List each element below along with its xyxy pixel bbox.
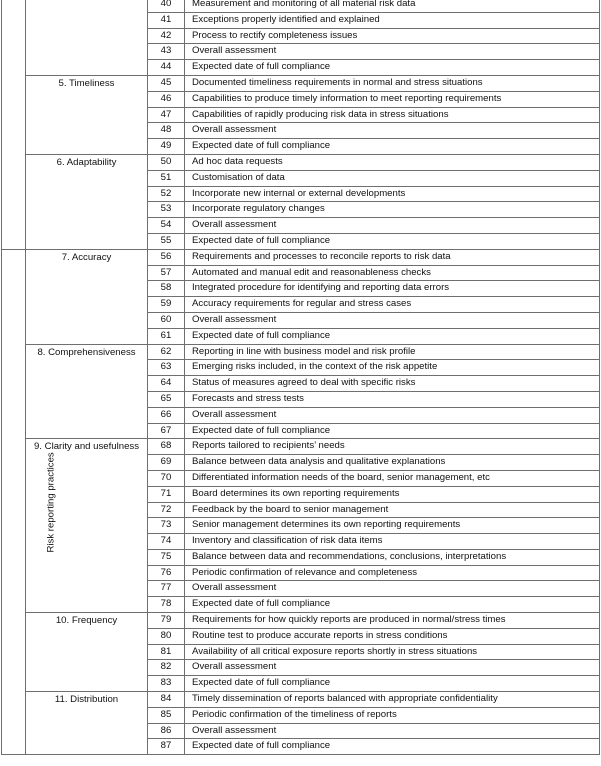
item-description: Documented timeliness requirements in normal and stress situations [185, 75, 600, 91]
item-number: 57 [148, 265, 185, 281]
item-description: Periodic confirmation of the timeliness of reports [185, 707, 600, 723]
item-description: Routine test to produce accurate reports in stress conditions [185, 628, 600, 644]
item-description: Overall assessment [185, 44, 600, 60]
item-description: Requirements and processes to reconcile reports to risk data [185, 249, 600, 265]
item-description: Availability of all critical exposure reports shortly in stress situations [185, 644, 600, 660]
item-description: Integrated procedure for identifying and reporting data errors [185, 281, 600, 297]
item-description: Forecasts and stress tests [185, 391, 600, 407]
item-description: Board determines its own reporting requirements [185, 486, 600, 502]
category-label: 11. Distribution [26, 692, 148, 755]
item-number: 41 [148, 12, 185, 28]
item-description: Inventory and classification of risk data items [185, 534, 600, 550]
item-number: 49 [148, 139, 185, 155]
item-description: Reports tailored to recipients’ needs [185, 439, 600, 455]
compliance-assessment-table [1, 0, 600, 755]
table-row [2, 344, 600, 360]
item-number: 85 [148, 707, 185, 723]
item-number: 51 [148, 170, 185, 186]
item-description: Process to rectify completeness issues [185, 28, 600, 44]
category-label: 8. Comprehensiveness [26, 344, 148, 439]
item-number: 45 [148, 75, 185, 91]
item-number: 46 [148, 91, 185, 107]
table-row [2, 75, 600, 91]
item-description: Measurement and monitoring of all material risk data [185, 0, 600, 12]
item-number: 60 [148, 312, 185, 328]
item-description: Capabilities of rapidly producing risk data in stress situations [185, 107, 600, 123]
item-number: 78 [148, 597, 185, 613]
table-body [2, 0, 600, 755]
item-number: 65 [148, 391, 185, 407]
item-description: Overall assessment [185, 407, 600, 423]
category-label: 5. Timeliness [26, 75, 148, 154]
item-description: Emerging risks included, in the context of the risk appetite [185, 360, 600, 376]
item-number: 62 [148, 344, 185, 360]
item-description: Expected date of full compliance [185, 233, 600, 249]
item-number: 43 [148, 44, 185, 60]
item-description: Incorporate regulatory changes [185, 202, 600, 218]
item-number: 74 [148, 534, 185, 550]
item-description: Balance between data analysis and qualitative explanations [185, 455, 600, 471]
item-number: 58 [148, 281, 185, 297]
category-label: 10. Frequency [26, 613, 148, 692]
item-number: 40 [148, 0, 185, 12]
item-number: 64 [148, 376, 185, 392]
item-number: 59 [148, 297, 185, 313]
item-number: 72 [148, 502, 185, 518]
item-description: Senior management determines its own reporting requirements [185, 518, 600, 534]
section-cell [2, 249, 57, 755]
item-number: 69 [148, 455, 185, 471]
item-number: 61 [148, 328, 185, 344]
item-number: 47 [148, 107, 185, 123]
item-number: 66 [148, 407, 185, 423]
category-label: 6. Adaptability [26, 154, 148, 249]
item-description: Automated and manual edit and reasonableness checks [185, 265, 600, 281]
item-description: Requirements for how quickly reports are produced in normal/stress times [185, 613, 600, 629]
item-description: Overall assessment [185, 723, 600, 739]
item-number: 83 [148, 676, 185, 692]
item-description: Exceptions properly identified and explained [185, 12, 600, 28]
item-description: Customisation of data [185, 170, 600, 186]
item-number: 50 [148, 154, 185, 170]
item-description: Expected date of full compliance [185, 739, 600, 755]
table-row [2, 613, 600, 629]
item-description: Overall assessment [185, 123, 600, 139]
item-description: Timely dissemination of reports balanced with appropriate confidentiality [185, 692, 600, 708]
item-number: 86 [148, 723, 185, 739]
item-description: Expected date of full compliance [185, 60, 600, 76]
item-number: 63 [148, 360, 185, 376]
item-description: Capabilities to produce timely information to meet reporting requirements [185, 91, 600, 107]
item-number: 77 [148, 581, 185, 597]
table-row [2, 0, 600, 12]
item-description: Overall assessment [185, 218, 600, 234]
item-number: 82 [148, 660, 185, 676]
item-number: 75 [148, 549, 185, 565]
item-description: Expected date of full compliance [185, 139, 600, 155]
category-label: 7. Accuracy [26, 249, 148, 344]
item-number: 76 [148, 565, 185, 581]
item-description: Balance between data and recommendations, conclusions, interpretations [185, 549, 600, 565]
item-number: 48 [148, 123, 185, 139]
item-number: 55 [148, 233, 185, 249]
item-number: 81 [148, 644, 185, 660]
item-description: Expected date of full compliance [185, 597, 600, 613]
section-label: Risk reporting practices [45, 451, 57, 553]
item-number: 79 [148, 613, 185, 629]
item-number: 68 [148, 439, 185, 455]
item-description: Periodic confirmation of relevance and completeness [185, 565, 600, 581]
item-description: Overall assessment [185, 660, 600, 676]
section-cell [2, 0, 26, 249]
table-row [2, 249, 600, 265]
item-description: Accuracy requirements for regular and stress cases [185, 297, 600, 313]
item-number: 56 [148, 249, 185, 265]
item-description: Expected date of full compliance [185, 328, 600, 344]
item-description: Overall assessment [185, 581, 600, 597]
item-number: 73 [148, 518, 185, 534]
table-row [2, 692, 600, 708]
item-number: 87 [148, 739, 185, 755]
item-number: 53 [148, 202, 185, 218]
item-description: Ad hoc data requests [185, 154, 600, 170]
item-description: Status of measures agreed to deal with specific risks [185, 376, 600, 392]
item-number: 84 [148, 692, 185, 708]
item-number: 70 [148, 470, 185, 486]
item-number: 44 [148, 60, 185, 76]
item-description: Overall assessment [185, 312, 600, 328]
item-description: Differentiated information needs of the board, senior management, etc [185, 470, 600, 486]
item-number: 42 [148, 28, 185, 44]
item-number: 67 [148, 423, 185, 439]
category-label [26, 0, 148, 75]
item-number: 71 [148, 486, 185, 502]
item-number: 54 [148, 218, 185, 234]
item-description: Expected date of full compliance [185, 676, 600, 692]
item-description: Feedback by the board to senior management [185, 502, 600, 518]
item-description: Reporting in line with business model and risk profile [185, 344, 600, 360]
table-row [2, 439, 600, 455]
item-description: Expected date of full compliance [185, 423, 600, 439]
item-number: 52 [148, 186, 185, 202]
item-description: Incorporate new internal or external developments [185, 186, 600, 202]
category-label: 9. Clarity and usefulness [26, 439, 148, 613]
table-row [2, 154, 600, 170]
item-number: 80 [148, 628, 185, 644]
